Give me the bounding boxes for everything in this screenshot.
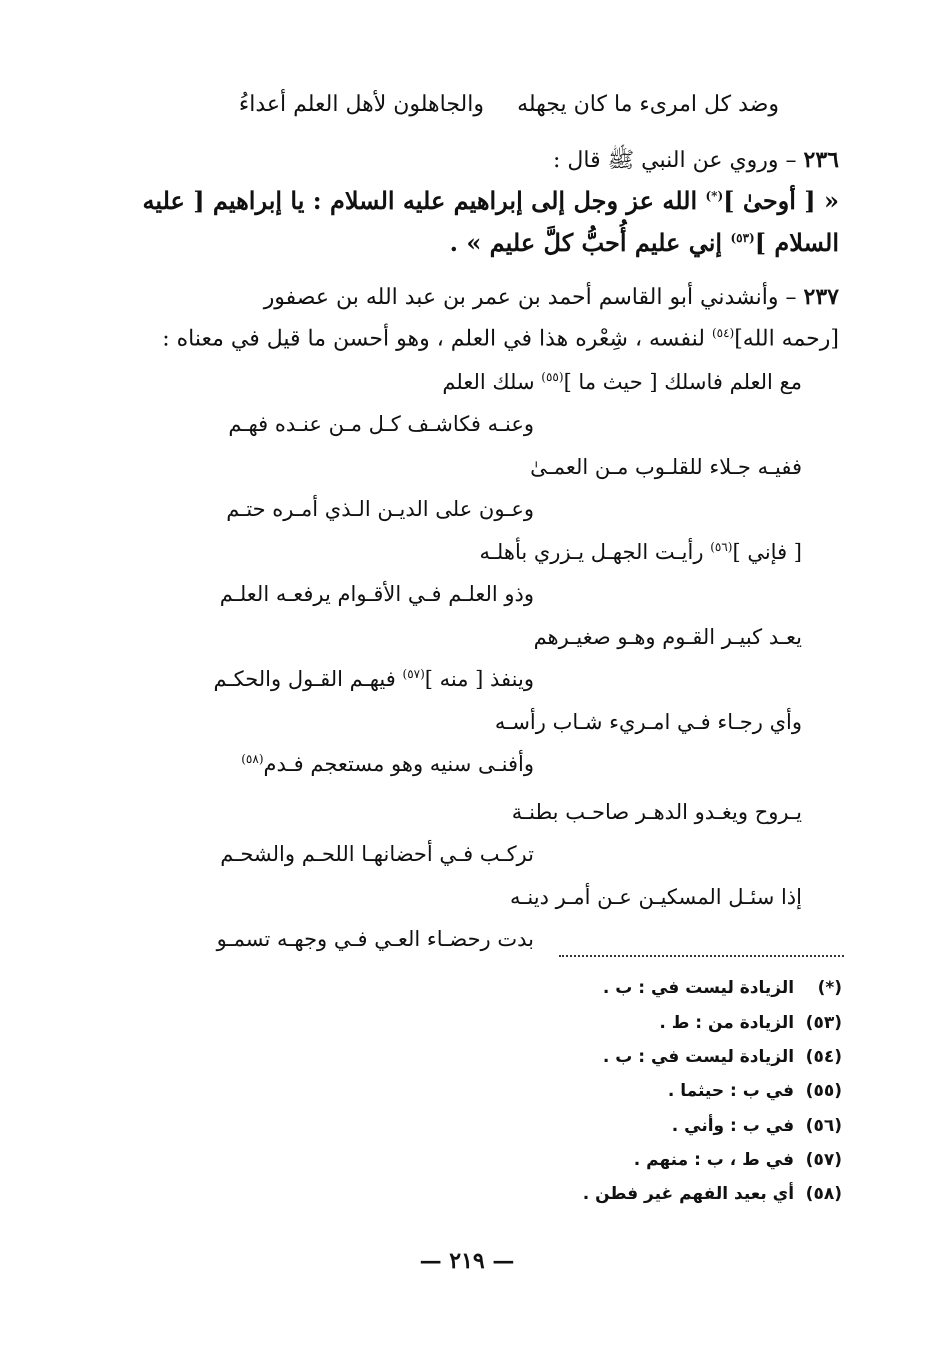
- footnote-number: (٥٥): [805, 1081, 842, 1101]
- verse-3-first: [480, 540, 802, 564]
- footnote: [603, 1047, 842, 1067]
- footnote-number: (٥٦): [805, 1116, 842, 1136]
- verse-2-second: وعـون على الديـن الـذي أمـره حتـم: [226, 497, 534, 521]
- verse-7-second: بدت رحضـاء العـي فـي وجهـه تسمـو: [216, 927, 534, 951]
- verse-text: [ فإني ]: [732, 540, 802, 564]
- header-verse-first: وضد كل امرىء ما كان يجهله: [517, 92, 779, 117]
- entry-text: لنفسه ، شِعْره هذا في العلم ، وهو أحسن ما قيل في معناه :: [162, 326, 705, 352]
- entry-text: – وأنشدني أبو القاسم أحمد بن عمر بن عبد الله بن عصفور: [263, 285, 797, 310]
- entry-237-line-2: [162, 326, 839, 351]
- verse-6-second: تركـب فـي أحضانهـا اللحـم والشحـم: [220, 842, 534, 866]
- hadith-text: السلام ]: [754, 228, 839, 257]
- footnote-text: الزيادة من : ط .: [659, 1013, 795, 1033]
- verse-text: رأيـت الجهـل يـزري بأهلـه: [479, 540, 704, 564]
- entry-text: [رحمه الله]: [734, 326, 839, 352]
- footnote: [603, 978, 842, 998]
- footnote-ref: (٥٧): [402, 667, 425, 681]
- verse-5-second: [241, 752, 534, 776]
- footnote: [668, 1081, 842, 1101]
- entry-intro-text: – وروي عن النبي ﷺ قال :: [553, 148, 797, 173]
- entry-236-line-1: [142, 186, 839, 215]
- footnote: [583, 1184, 842, 1204]
- verse-text: وينفذ [ منه ]: [424, 667, 534, 691]
- verse-1-first: [442, 370, 802, 394]
- footnote-ref: (٥٥): [541, 370, 564, 384]
- footnote-number: (٥٨): [805, 1184, 842, 1204]
- footnote-number: (٥٧): [805, 1150, 842, 1170]
- entry-number: ٢٣٦: [803, 147, 839, 173]
- verse-7-first: إذا سئـل المسكيـن عـن أمـر دينـه: [509, 885, 802, 909]
- verse-2-first: ففيـه جـلاء للقلـوب مـن العمـىٰ: [530, 455, 802, 479]
- page-number: — ٢١٩ —: [419, 1248, 515, 1274]
- verse-text: مع العلم فاسلك [ حيث ما ]: [563, 370, 802, 394]
- hadith-text: الله عز وجل إلى إبراهيم عليه السلام : يا إبراهيم [ عليه: [142, 186, 698, 215]
- header-verse-second: والجاهلون لأهل العلم أعداءُ: [238, 92, 484, 117]
- hadith-open: « [ أوحىٰ ]: [723, 186, 839, 215]
- entry-number: ٢٣٧: [803, 284, 839, 310]
- footnote-text: الزيادة ليست في : ب .: [602, 978, 795, 998]
- verse-text: فيهـم القـول والحكـم: [213, 667, 396, 691]
- footnote: [672, 1116, 842, 1136]
- footnote: [634, 1150, 842, 1170]
- footnote-text: في ب : حيثما .: [667, 1081, 795, 1101]
- verse-6-first: يـروح ويغـدو الدهـر صاحـب بطنـة: [511, 800, 802, 824]
- verse-4-second: [214, 667, 535, 691]
- entry-236-line-2: [450, 228, 839, 257]
- footnote-number: (*): [817, 978, 842, 998]
- verse-text: سلك العلم: [442, 370, 535, 394]
- verse-3-second: وذو العلـم فـي الأقـوام يرفعـه العلـم: [219, 582, 534, 606]
- footnote-separator: [559, 955, 844, 957]
- entry-237-line-1: [264, 284, 839, 310]
- entry-236-intro: [553, 146, 839, 178]
- footnote-number: (٥٣): [805, 1013, 842, 1033]
- footnote-text: أي بعيد الفهم غير فطن .: [582, 1184, 795, 1204]
- footnote-ref: (٥٣): [730, 231, 755, 245]
- footnote-number: (٥٤): [805, 1047, 842, 1067]
- hadith-text: إني عليم أُحبُّ كلَّ عليم » .: [449, 228, 723, 257]
- footnote-ref: (٥٤): [711, 326, 735, 340]
- footnote-ref: (*): [705, 189, 724, 203]
- verse-5-first: وأي رجـاء فـي امـريء شـاب رأسـه: [494, 710, 802, 734]
- footnote: [659, 1013, 842, 1033]
- verse-1-second: وعنـه فكاشـف كـل مـن عنـده فهـم: [228, 412, 534, 436]
- footnote-text: في ب : وأني .: [671, 1116, 795, 1136]
- footnote-ref: (٥٨): [241, 752, 264, 766]
- footnote-text: في ط ، ب : منهم .: [633, 1150, 795, 1170]
- footnote-text: الزيادة ليست في : ب .: [602, 1047, 795, 1067]
- footnote-ref: (٥٦): [710, 540, 733, 554]
- verse-text: وأفنـى سنيه وهو مستعجم فـدم: [263, 752, 534, 776]
- verse-4-first: يعـد كبيـر القـوم وهـو صغيـرهم: [533, 625, 802, 649]
